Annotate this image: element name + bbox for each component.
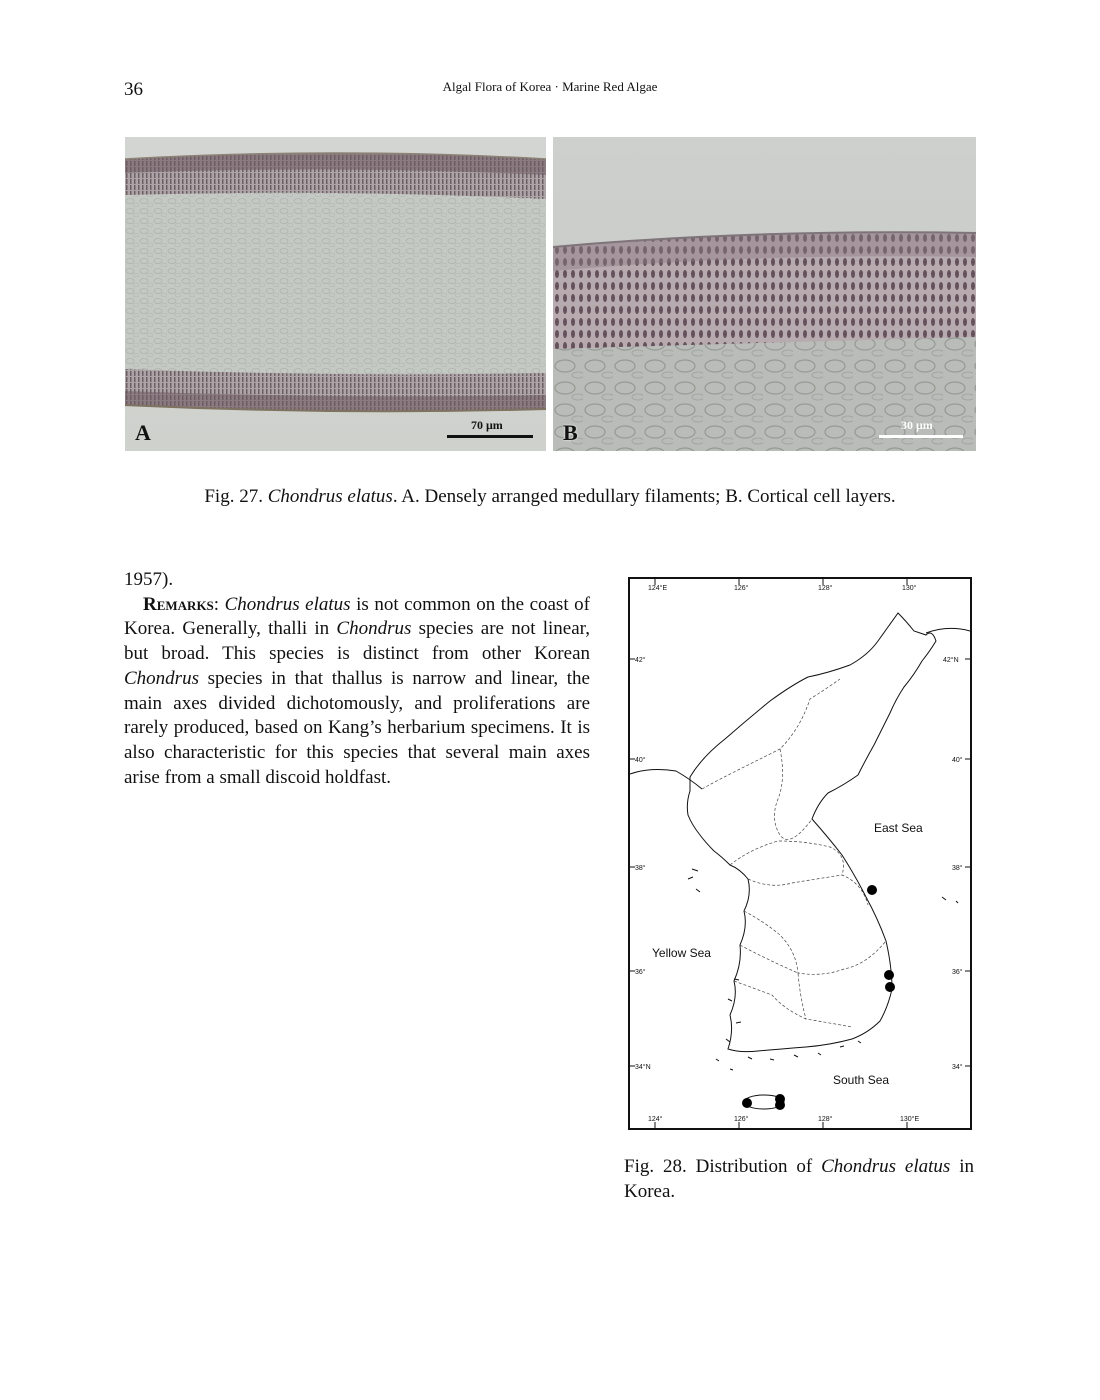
record-point — [885, 982, 895, 992]
top-tick-marks — [630, 579, 970, 1128]
left-tick-label: 42° — [635, 657, 646, 664]
remarks-text-2: species are not linear, but broad. This species is distinct from other Korean — [124, 618, 590, 665]
remarks-text-3: species in that thallus is narrow and linear, the main axes divided dichotomously, and proliferations are rarely produced, based on Kang’s herbarium specimens. It is also characteristic for this species that several main axes arise from a small discoid holdfast. — [124, 667, 590, 788]
south-sea-label: South Sea — [833, 1073, 890, 1087]
caption-species: Chondrus elatus — [267, 486, 393, 507]
bottom-tick-label: 128° — [818, 1116, 833, 1123]
top-tick-label: 128° — [818, 585, 833, 592]
running-head: Algal Flora of Korea · Marine Red Algae — [442, 79, 658, 94]
remarks-paragraph — [124, 593, 590, 791]
remarks-colon: : — [213, 593, 225, 615]
right-tick-label: 34° — [952, 1064, 963, 1071]
scale-bar-b — [879, 435, 963, 438]
medullary-filaments-image — [125, 137, 546, 451]
caption-text: in Korea. — [624, 1156, 974, 1202]
right-tick-label: 36° — [952, 969, 963, 976]
micrograph-panel-a — [125, 137, 546, 451]
top-tick-label: 126° — [734, 585, 749, 592]
cortical-cell-layers-image — [553, 137, 976, 451]
species-name: Chondrus elatus — [224, 593, 351, 615]
remarks-text-1: is not common on the coast of Korea. Generally, thalli in — [124, 593, 590, 640]
province-borders — [702, 679, 886, 1027]
record-point — [884, 970, 894, 980]
coastline — [630, 613, 970, 1109]
east-sea-label: East Sea — [874, 821, 923, 835]
left-tick-label: 36° — [635, 969, 646, 976]
remarks-section — [124, 568, 590, 790]
bottom-tick-label: 126° — [734, 1116, 749, 1123]
caption-prefix: Fig. 28. Distribution of — [624, 1156, 822, 1177]
figure-27-caption — [0, 486, 1100, 508]
citation-end: 1957). — [124, 569, 174, 590]
panel-letter-a: A — [135, 420, 151, 445]
page-number: 36 — [124, 79, 143, 100]
top-tick-label: 124°E — [648, 585, 668, 592]
top-tick-label: 130° — [902, 585, 917, 592]
record-point — [867, 885, 877, 895]
bottom-tick-label: 130°E — [900, 1116, 920, 1123]
right-tick-label: 42°N — [943, 657, 959, 664]
record-point — [742, 1098, 752, 1108]
right-tick-label: 40° — [952, 757, 963, 764]
distribution-map — [628, 577, 972, 1130]
left-tick-label: 38° — [635, 865, 646, 872]
scale-label-b: 30 μm — [901, 418, 933, 432]
scale-label-a: 70 μm — [471, 418, 503, 432]
genus-name: Chondrus — [336, 618, 412, 640]
caption-text: . A. Densely arranged medullary filaments; B. Cortical cell layers. — [392, 486, 896, 507]
yellow-sea-label: Yellow Sea — [652, 946, 711, 960]
left-tick-label: 34°N — [635, 1064, 651, 1071]
caption-prefix: Fig. 27. — [204, 486, 263, 507]
right-tick-label: 38° — [952, 865, 963, 872]
bottom-tick-label: 124° — [648, 1116, 663, 1123]
record-point — [775, 1100, 785, 1110]
left-tick-label: 40° — [635, 757, 646, 764]
scale-bar-a — [447, 435, 533, 438]
caption-species: Chondrus elatus — [821, 1156, 951, 1177]
figure-28-caption — [624, 1154, 974, 1204]
panel-letter-b: B — [563, 420, 578, 445]
micrograph-panel-b — [553, 137, 976, 451]
remarks-label: Remarks — [143, 593, 214, 615]
genus-name: Chondrus — [124, 667, 199, 689]
figure-27 — [125, 137, 976, 451]
korea-map-image — [630, 579, 970, 1128]
